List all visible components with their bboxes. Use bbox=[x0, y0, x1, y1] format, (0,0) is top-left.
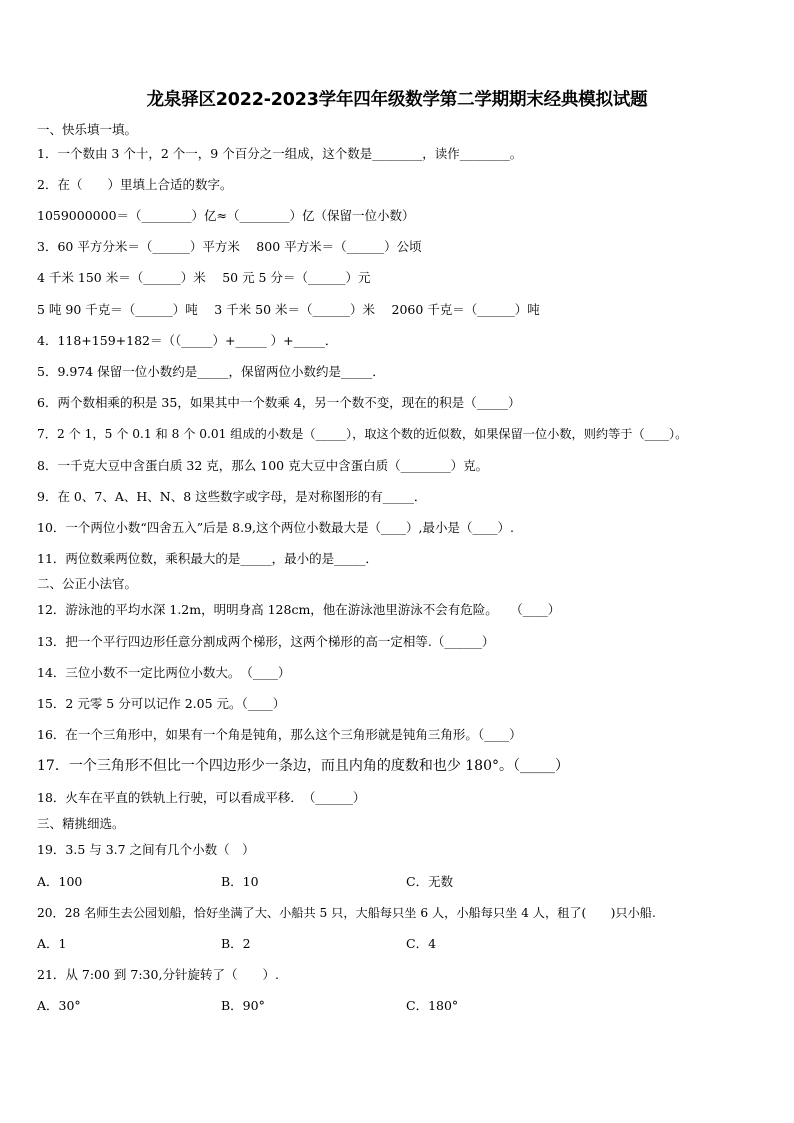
section-heading-fill: 一、快乐填一填。 bbox=[37, 122, 138, 137]
question-19-option-c: C．无数 bbox=[406, 874, 454, 889]
question-2: 2．在（ ）里填上合适的数字。 bbox=[37, 177, 233, 192]
question-19: 19．3.5 与 3.7 之间有几个小数（ ） bbox=[37, 842, 255, 857]
question-6: 6．两个数相乘的积是 35，如果其中一个数乘 4，另一个数不变，现在的积是（_____） bbox=[37, 395, 521, 410]
question-18: 18．火车在平直的铁轨上行驶，可以看成平移． （______） bbox=[37, 790, 366, 805]
question-20: 20．28 名师生去公园划船，恰好坐满了大、小船共 5 只，大船每只坐 6 人，小船每只坐 4 人，租了( )只小船. bbox=[37, 906, 656, 920]
question-3-line-3: 5 吨 90 千克＝（______）吨 3 千米 50 米＝（______）米 2060 千克＝（______）吨 bbox=[37, 302, 540, 317]
question-2-line: 1059000000＝（________）亿≈（________）亿（保留一位小数） bbox=[37, 208, 415, 223]
question-11: 11．两位数乘两位数，乘积最大的是_____，最小的是_____． bbox=[37, 551, 378, 566]
question-19-option-b: B．10 bbox=[221, 874, 259, 889]
question-5: 5．9.974 保留一位小数约是_____，保留两位小数约是_____． bbox=[37, 364, 385, 379]
question-14: 14．三位小数不一定比两位小数大。 （____） bbox=[37, 665, 291, 680]
question-3-line-1: 3．60 平方分米＝（______）平方米 800 平方米＝（______）公顷 bbox=[37, 239, 422, 254]
question-16: 16．在一个三角形中，如果有一个角是钝角，那么这个三角形就是钝角三角形。（____） bbox=[37, 727, 522, 742]
question-4: 4．118+159+182＝（（_____）+_____ ）+_____． bbox=[37, 333, 338, 348]
question-19-option-a: A．100 bbox=[37, 874, 83, 889]
question-20-option-c: C．4 bbox=[406, 936, 437, 951]
section-heading-judge: 二、公正小法官。 bbox=[37, 576, 138, 591]
question-17: 17．一个三角形不但比一个四边形少一条边，而且内角的度数和也少 180°。（_____） bbox=[37, 758, 569, 774]
page-title: 龙泉驿区2022-2023学年四年级数学第二学期期末经典模拟试题 bbox=[146, 90, 648, 110]
question-8: 8．一千克大豆中含蛋白质 32 克，那么 100 克大豆中含蛋白质（________）克。 bbox=[37, 458, 489, 473]
question-15: 15．2 元零 5 分可以记作 2.05 元。（____） bbox=[37, 696, 286, 711]
question-21-option-c: C．180° bbox=[406, 998, 459, 1013]
question-12: 12．游泳池的平均水深 1.2m，明明身高 128cm，他在游泳池里游泳不会有危险。 （____） bbox=[37, 602, 561, 617]
question-7: 7．2 个 1，5 个 0.1 和 8 个 0.01 组成的小数是（_____），取这个数的近似数，如果保留一位小数，则约等于（____）。 bbox=[37, 427, 688, 441]
question-1: 1．一个数由 3 个十，2 个一，9 个百分之一组成，这个数是________，读作________。 bbox=[37, 146, 523, 161]
question-21-option-a: A．30° bbox=[37, 998, 81, 1013]
question-3-line-2: 4 千米 150 米＝（______）米 50 元 5 分＝（______）元 bbox=[37, 270, 371, 285]
question-13: 13．把一个平行四边形任意分割成两个梯形，这两个梯形的高一定相等.（______） bbox=[37, 634, 495, 649]
question-10: 10．一个两位小数“四舍五入”后是 8.9,这个两位小数最大是（____）,最小是（____）. bbox=[37, 520, 514, 535]
question-20-option-a: A．1 bbox=[37, 936, 67, 951]
section-heading-choice: 三、精挑细选。 bbox=[37, 816, 125, 831]
question-21-option-b: B．90° bbox=[221, 998, 265, 1013]
question-21: 21．从 7:00 到 7:30,分针旋转了（ ）. bbox=[37, 967, 279, 982]
question-9: 9．在 0、7、A、H、N、8 这些数字或字母，是对称图形的有_____． bbox=[37, 489, 427, 504]
question-20-option-b: B．2 bbox=[221, 936, 251, 951]
